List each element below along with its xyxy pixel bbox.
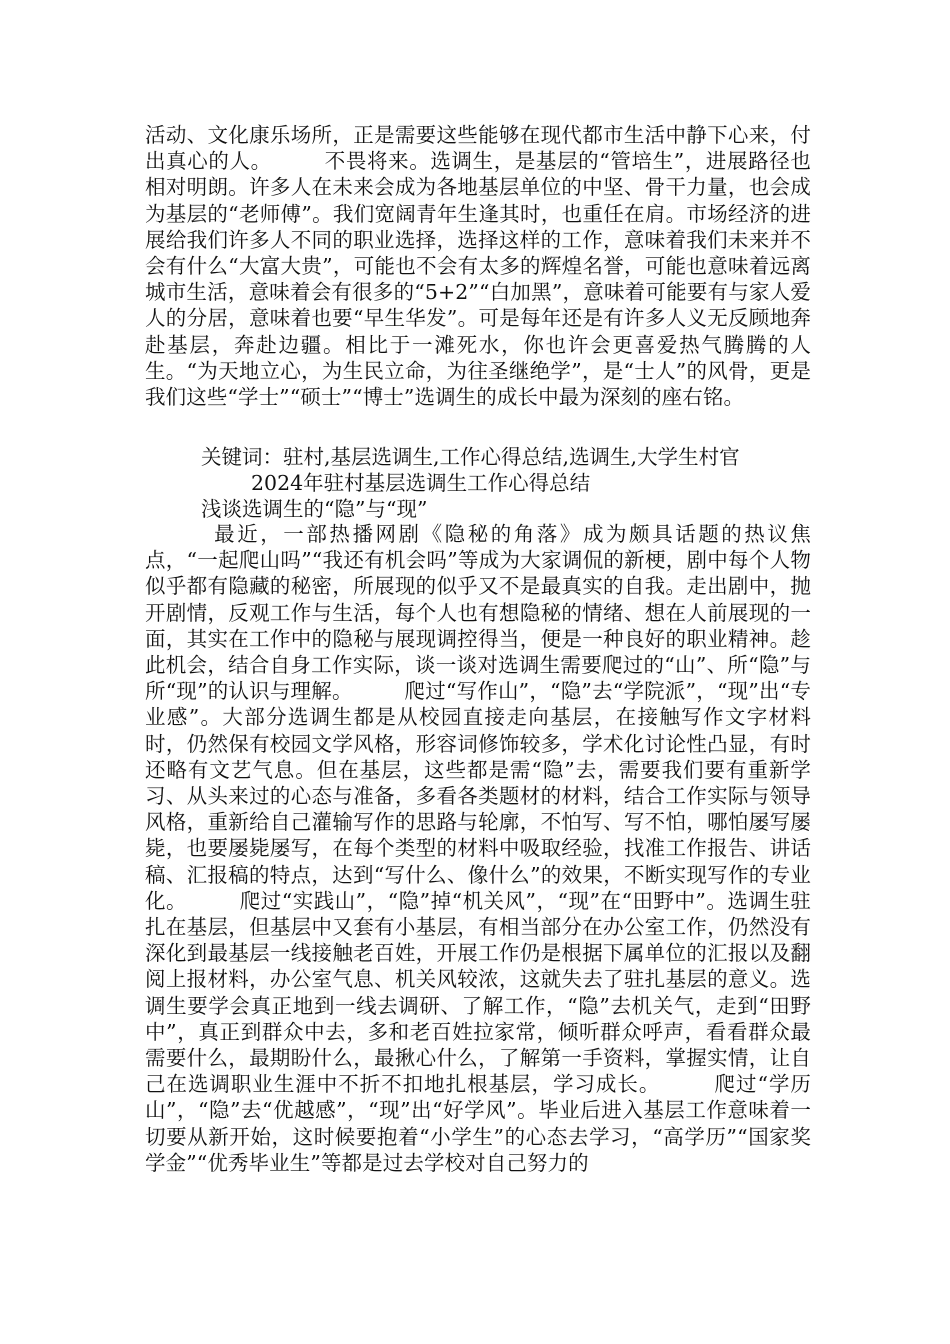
article-subtitle: 浅谈选调生的“隐”与“现” [201, 497, 428, 521]
body-paragraph-2: 最近，一部热播网剧《隐秘的角落》成为颇具话题的热议焦点，“一起爬山吗”“我还有机会吗”等成为大家调侃的新梗，剧中每个人物似乎都有隐藏的秘密，所展现的似乎又不是最真实的自我。走出剧中，抛开剧情，反观工作与生活，每个人也有想隐秘的情绪、想在人前展现的一面，其实在工作中的隐秘与展现调控得当，便是一种良好的职业精神。趁此机会，结合自身工作实际，谈一谈对选调生需要爬过的“山”、所“隐”与所“现”的认识与理解。 爬过“写作山”，“隐”去“学院派”，“现”出“专业感”。大部分选调生都是从校园直接走向基层，在接触写作文字材料时，仍然保有校园文学风格，形容词修饰较多，学术化讨论性凸显，有时还略有文艺气息。但在基层，这些都是需“隐”去，需要我们要有重新学习、从头来过的心态与准备，多看各类题材的材料，结合工作实际与领导风格，重新给自己灌输写作的思路与轮廓，不怕写、写不怕，哪怕屡写屡毙，也要屡毙屡写，在每个类型的材料中吸取经验，找准工作报告、讲话稿、汇报稿的特点，达到“写什么、像什么”的效果，不断实现写作的专业化。 爬过“实践山”，“隐”掉“机关风”，“现”在“田野中”。选调生驻扎在基层，但基层中又套有小基层，有相当部分在办公室工作，仍然没有深化到最基层一线接触老百姓，开展工作仍是根据下属单位的汇报以及翻阅上报材料，办公室气息、机关风较浓，这就失去了驻扎基层的意义。选调生要学会真正地到一线去调研、了解工作，“隐”去机关气，走到“田野中”，真正到群众中去，多和老百姓拉家常，倾听群众呼声，看看群众最需要什么，最期盼什么，最揪心什么，了解第一手资料，掌握实情，让自己在选调职业生涯中不折不扣地扎根基层，学习成长。 爬过“学历山”，“隐”去“优越感”，“现”出“好学风”。毕业后进入基层工作意味着一切要从新开始，这时候要抱着“小学生”的心态去学习，“高学历”“国家奖学金”“优秀毕业生”等都是过去学校对自己努力的 [145, 522, 811, 1175]
document-title: 2024年驻村基层选调生工作心得总结 [251, 471, 591, 495]
keywords-line: 关键词：驻村,基层选调生,工作心得总结,选调生,大学生村官 [201, 445, 740, 469]
body-paragraph-1: 活动、文化康乐场所，正是需要这些能够在现代都市生活中静下心来，付出真心的人。 不畏将来。选调生，是基层的“管培生”，进展路径也相对明朗。许多人在未来会成为各地基层单位的中坚、骨干力量，也会成为基层的“老师傅”。我们宽阔青年生逢其时，也重任在肩。市场经济的进展给我们许多人不同的职业选择，选择这样的工作，意味着我们未来并不会有什么“大富大贵”，可能也不会有太多的辉煌名誉，可能也意味着远离城市生活，意味着会有很多的“5+2”“白加黑”，意味着可能要有与家人爱人的分居，意味着也要“早生华发”。可是每年还是有许多人义无反顾地奔赴基层，奔赴边疆。相比于一滩死水，你也许会更喜爱热气腾腾的人生。“为天地立心，为生民立命，为往圣继绝学”，是“士人”的风骨，更是我们这些“学士”“硕士”“博士”选调生的成长中最为深刻的座右铭。 [145, 123, 811, 410]
